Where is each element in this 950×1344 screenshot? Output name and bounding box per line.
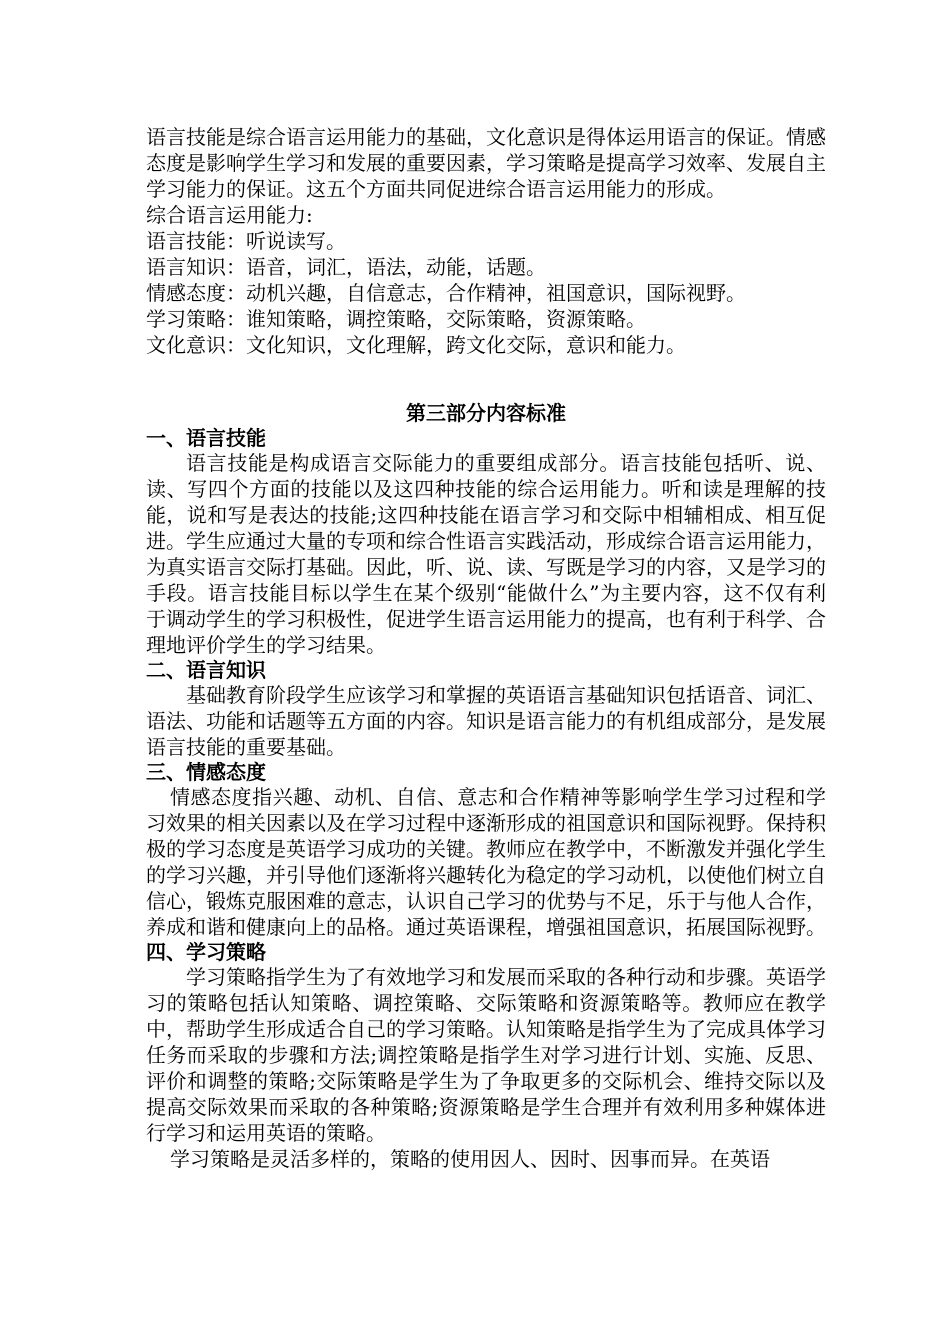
intro-line: 综合语言运用能力:: [146, 203, 313, 227]
section-paragraph: 语言技能是构成语言交际能力的重要组成部分。语言技能包括听、说、读、写四个方面的技能以及这四种技能的综合运用能力。听和读是理解的技能，说和写是表达的技能;这四种技能在语言学习和交际中相辅相成、相互促进。学生应通过大量的专项和综合性语言实践活动，形成综合语言运用能力，为真实语言交际打基础。因此，听、说、读、写既是学习的内容，又是学习的手段。语言技能目标以学生在某个级别“能做什么”为主要内容，这不仅有利于调动学生的学习积极性，促进学生语言运用能力的提高，也有利于科学、合理地评价学生的学习结果。: [146, 451, 826, 657]
section-language-skills: [146, 426, 826, 658]
intro-paragraph: 语言技能是综合语言运用能力的基础，文化意识是得体运用语言的保证。情感态度是影响学生学习和发展的重要因素，学习策略是提高学习效率、发展自主学习能力的保证。这五个方面共同促进综合语言运用能力的形成。: [146, 125, 826, 201]
part-title: 第三部分内容标准: [406, 401, 566, 425]
intro-line: 文化意识：文化知识，文化理解，跨文化交际，意识和能力。: [146, 333, 686, 357]
section-heading: 二、语言知识: [146, 658, 266, 682]
intro-block: [146, 124, 826, 358]
intro-line: 语言技能：听说读写。: [146, 229, 346, 253]
section-heading: 四、学习策略: [146, 940, 266, 964]
intro-line: 情感态度：动机兴趣，自信意志，合作精神，祖国意识，国际视野。: [146, 281, 746, 305]
document-page: [146, 124, 826, 1172]
section-language-knowledge: [146, 658, 826, 760]
section-paragraph: 学习策略是灵活多样的，策略的使用因人、因时、因事而异。在英语: [170, 1147, 770, 1171]
section-paragraph: 学习策略指学生为了有效地学习和发展而采取的各种行动和步骤。英语学习的策略包括认知策略、调控策略、交际策略和资源策略等。教师应在教学中，帮助学生形成适合自己的学习策略。认知策略是指学生为了完成具体学习任务而采取的步骤和方法;调控策略是指学生对学习进行计划、实施、反思、评价和调整的策略;交际策略是学生为了争取更多的交际机会、维持交际以及提高交际效果而采取的各种策略;资源策略是学生合理并有效利用多种媒体进行学习和运用英语的策略。: [146, 965, 826, 1145]
section-heading: 一、语言技能: [146, 426, 266, 450]
section-heading: 三、情感态度: [146, 760, 266, 784]
section-paragraph: 基础教育阶段学生应该学习和掌握的英语语言基础知识包括语音、词汇、语法、功能和话题等五方面的内容。知识是语言能力的有机组成部分，是发展语言技能的重要基础。: [146, 683, 826, 759]
section-learning-strategies: [146, 940, 826, 1172]
section-emotional-attitude: [146, 760, 826, 940]
intro-line: 学习策略：谁知策略，调控策略，交际策略，资源策略。: [146, 307, 646, 331]
intro-line: 语言知识：语音，词汇，语法，动能，话题。: [146, 255, 546, 279]
section-paragraph: 情感态度指兴趣、动机、自信、意志和合作精神等影响学生学习过程和学习效果的相关因素以及在学习过程中逐渐形成的祖国意识和国际视野。保持积极的学习态度是英语学习成功的关键。教师应在教学中，不断激发并强化学生的学习兴趣，并引导他们逐渐将兴趣转化为稳定的学习动机，以使他们树立自信心，锻炼克服困难的意志，认识自己学习的优势与不足，乐于与他人合作，养成和谐和健康向上的品格。通过英语课程，增强祖国意识，拓展国际视野。: [146, 785, 826, 939]
